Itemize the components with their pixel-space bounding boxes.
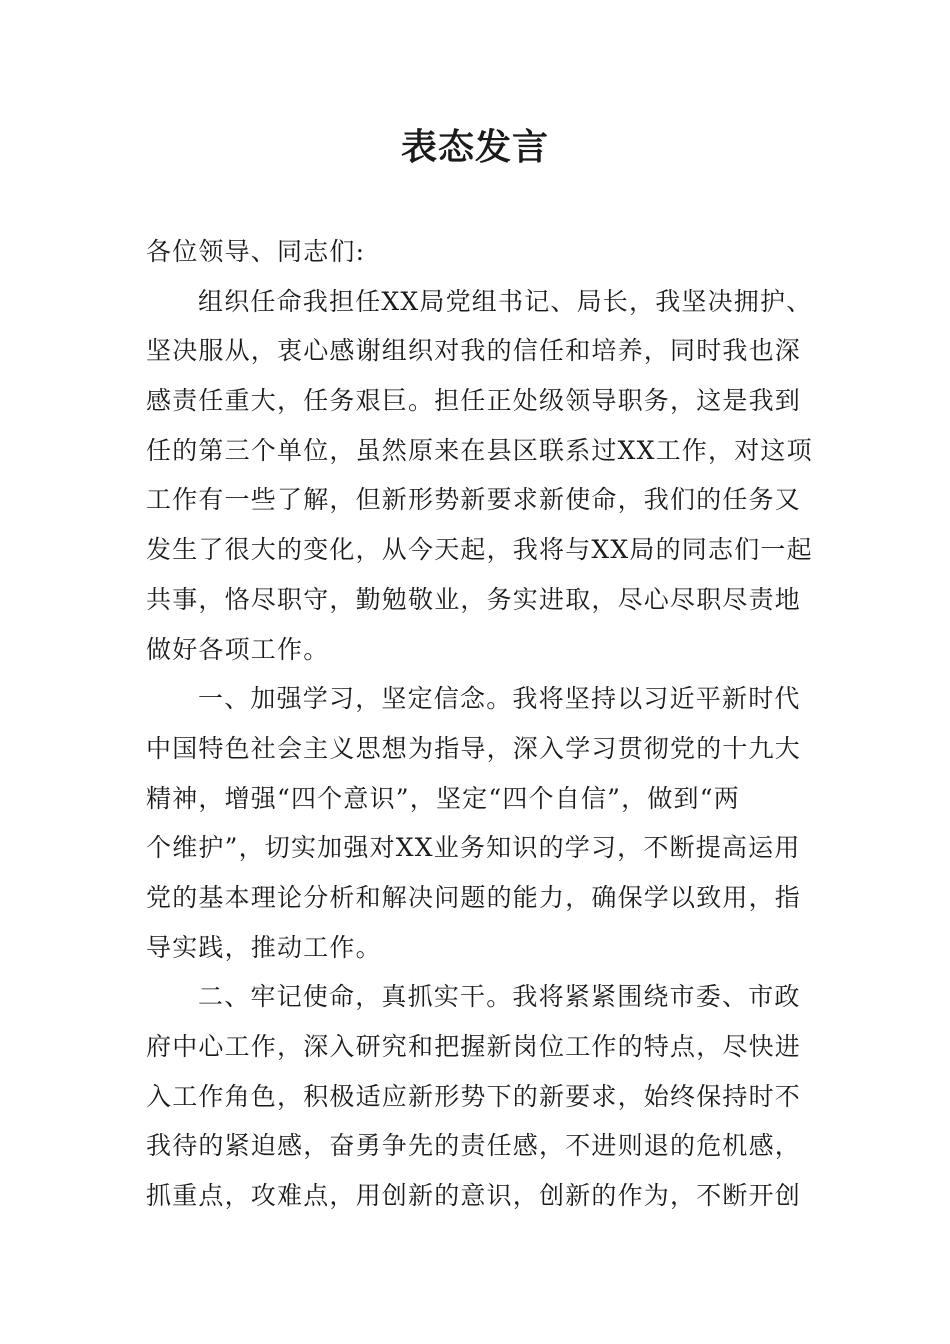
document-body	[146, 227, 813, 1221]
text-line: 各位领导、同志们:	[146, 237, 366, 266]
text-line: 发生了很大的变化，从今天起，我将与XX局的同志们一起	[146, 535, 813, 565]
document-title: 表态发言	[400, 126, 549, 168]
text-line: 一、加强学习，坚定信念。我将坚持以习近平新时代	[198, 684, 801, 714]
text-line: 个维护”，切实加强对XX业务知识的学习，不断提高运用	[146, 833, 801, 863]
text-line: 组织任命我担任XX局党组书记、局长，我坚决拥护、	[198, 286, 813, 316]
text-line: 入工作角色，积极适应新形势下的新要求，始终保持时不	[146, 1081, 802, 1111]
text-line: 府中心工作，深入研究和把握新岗位工作的特点，尽快进	[146, 1032, 802, 1061]
text-line: 我待的紧迫感，奋勇争先的责任感，不进则退的危机感，	[146, 1131, 802, 1161]
text-line: 坚决服从，衷心感谢组织对我的信任和培养，同时我也深	[146, 336, 802, 366]
text-line: 导实践，推动工作。	[146, 932, 382, 962]
text-line: 共事，恪尽职守，勤勉敬业，务实进取，尽心尽职尽责地	[146, 584, 802, 614]
text-line: 二、牢记使命，真抓实干。我将紧紧围绕市委、市政	[198, 982, 801, 1012]
text-line: 做好各项工作。	[146, 634, 330, 664]
text-line: 精神，增强“四个意识”，坚定“四个自信”，做到“两	[146, 783, 740, 813]
text-line: 抓重点，攻难点，用创新的意识，创新的作为，不断开创	[146, 1181, 802, 1211]
text-line: 党的基本理论分析和解决问题的能力，确保学以致用，指	[146, 882, 802, 912]
text-line: 任的第三个单位，虽然原来在县区联系过XX工作，对这项	[146, 435, 813, 465]
text-line: 感责任重大，任务艰巨。担任正处级领导职务，这是我到	[146, 386, 802, 416]
text-line: 工作有一些了解，但新形势新要求新使命，我们的任务又	[146, 485, 802, 515]
text-line: 中国特色社会主义思想为指导，深入学习贯彻党的十九大	[146, 733, 802, 763]
